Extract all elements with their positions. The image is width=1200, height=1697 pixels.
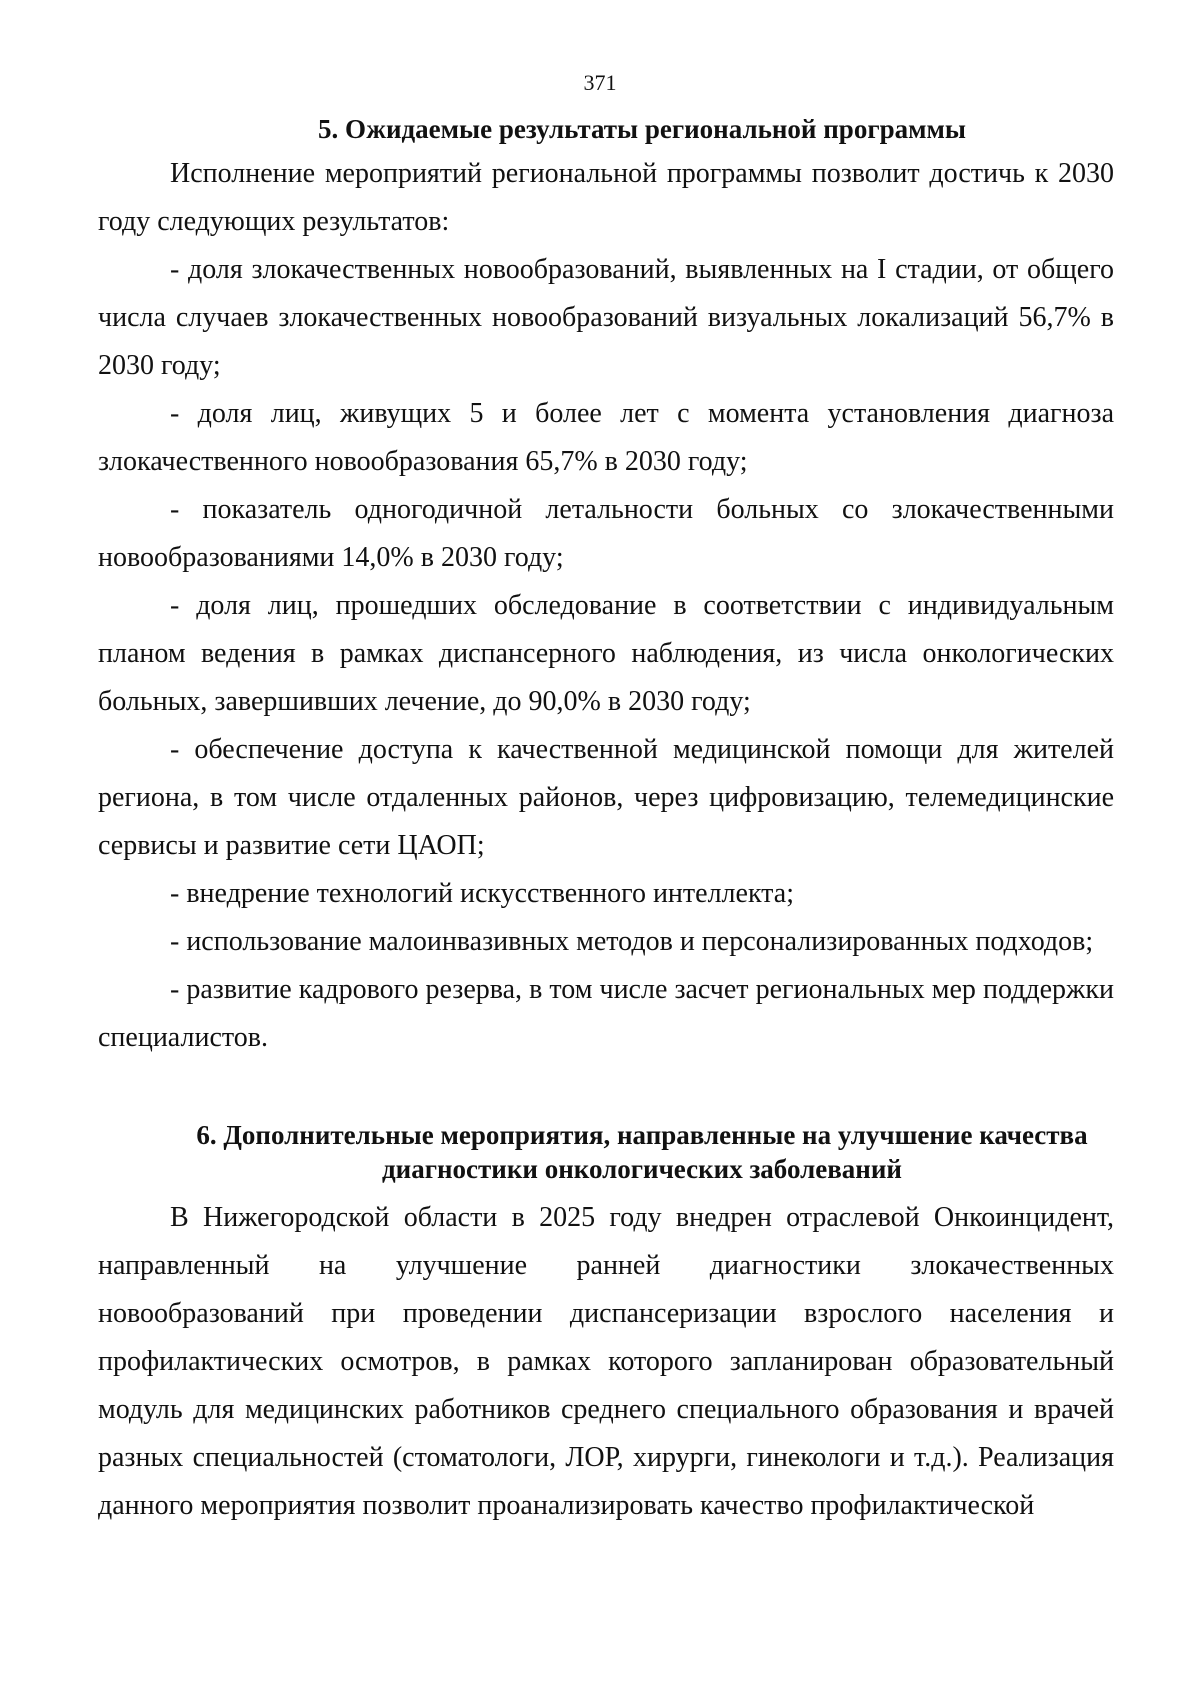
section-6-heading-line-2: диагностики онкологических заболеваний [382,1154,902,1184]
result-item: - развитие кадрового резерва, в том числе засчет региональных мер поддержки специалистов. [98,974,1114,1053]
result-item: - доля лиц, живущих 5 и более лет с момента установления диагноза злокачественного новообразования 65,7% в 2030 году; [98,398,1114,477]
section-5-intro: Исполнение мероприятий региональной программы позволит достичь к 2030 году следующих результатов: [98,158,1114,237]
result-item: - обеспечение доступа к качественной медицинской помощи для жителей региона, в том числе отдаленных районов, через цифровизацию, телемедицинские сервисы и развитие сети ЦАОП; [98,734,1114,861]
result-item: - использование малоинвазивных методов и персонализированных подходов; [170,926,1094,957]
page-number: 371 [583,70,617,95]
section-6-paragraph: В Нижегородской области в 2025 году внедрен отраслевой Онкоинцидент, направленный на улучшение ранней диагностики злокачественных новообразований при проведении диспансеризации взрослого населения и профилактических осмотров, в рамках которого запланирован образовательный модуль для медицинских работников среднего специального образования и врачей разных специальностей (стоматологи, ЛОР, хирурги, гинекологи и т.д.). Реализация данного мероприятия позволит проанализировать качество профилактической [98,1202,1114,1521]
result-item: - доля злокачественных новообразований, выявленных на I стадии, от общего числа случаев злокачественных новообразований визуальных локализаций 56,7% в 2030 году; [98,254,1114,381]
section-6-heading [98,1118,1114,1186]
section-6-heading-line-1: 6. Дополнительные мероприятия, направленные на улучшение качества [196,1120,1088,1150]
document-body [98,112,1114,1530]
result-item: - внедрение технологий искусственного интеллекта; [170,878,794,909]
section-5-heading: 5. Ожидаемые результаты региональной программы [318,114,966,144]
result-item: - доля лиц, прошедших обследование в соответствии с индивидуальным планом ведения в рамках диспансерного наблюдения, из числа онкологических больных, завершивших лечение, до 90,0% в 2030 году; [98,590,1114,717]
result-item: - показатель одногодичной летальности больных со злокачественными новообразованиями 14,0% в 2030 году; [98,494,1114,573]
